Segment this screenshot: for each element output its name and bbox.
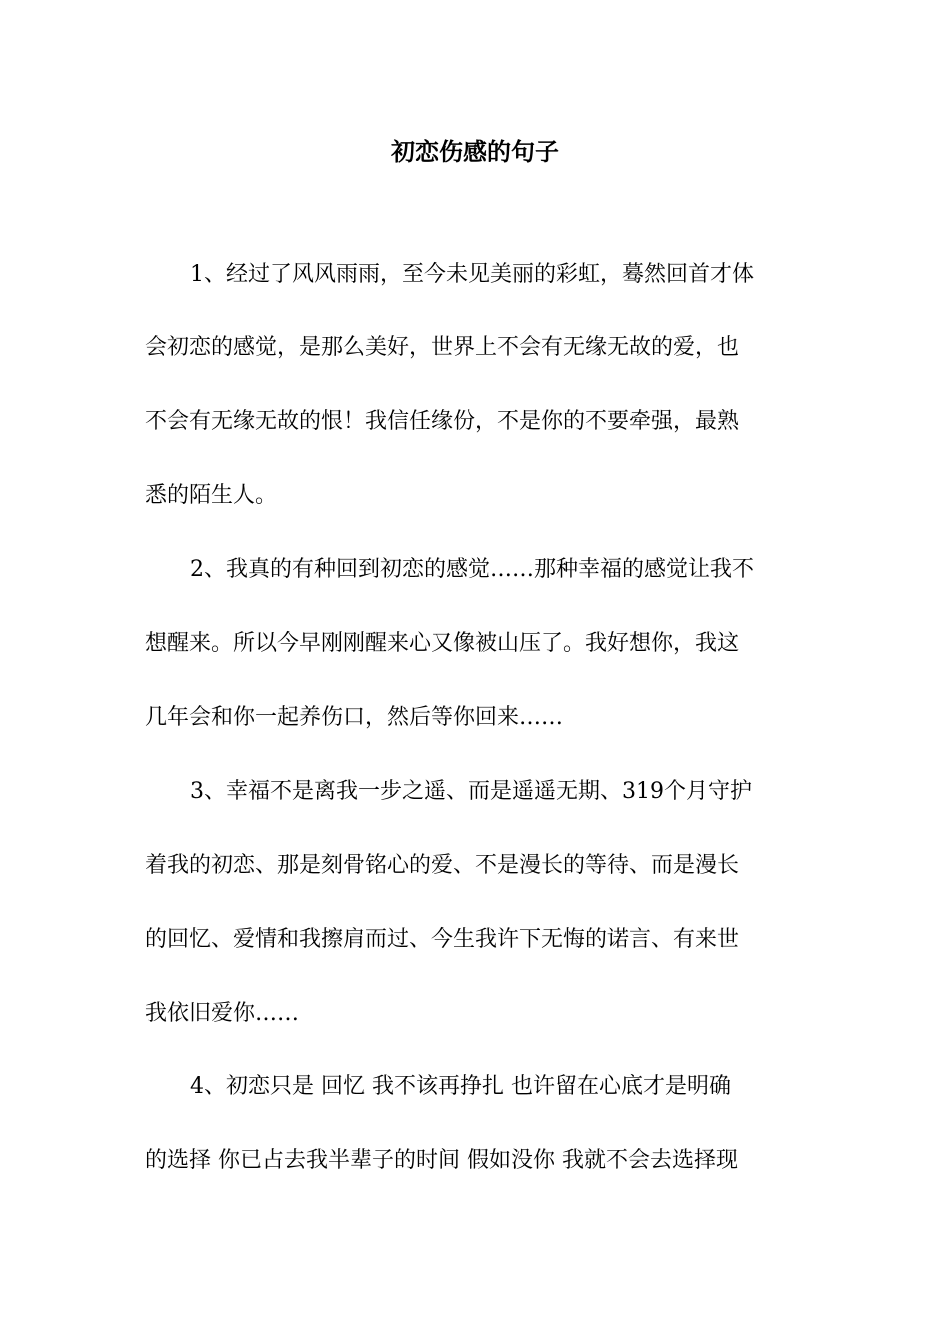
paragraph-2-line-1: 2、我真的有种回到初恋的感觉……那种幸福的感觉让我不 (190, 557, 754, 582)
paragraph-3-line-3: 的回忆、爱情和我擦肩而过、今生我许下无悔的诺言、有来世 (145, 927, 740, 952)
paragraph-1-line-4: 悉的陌生人。 (145, 483, 278, 508)
paragraph-3-line-2: 着我的初恋、那是刻骨铭心的爱、不是漫长的等待、而是漫长 (145, 853, 740, 878)
paragraph-1-line-1: 1、经过了风风雨雨，至今未见美丽的彩虹，蓦然回首才体 (190, 262, 754, 287)
document-title: 初恋伤感的句子 (391, 137, 559, 166)
paragraph-4-line-1: 4、初恋只是 回忆 我不该再挣扎 也许留在心底才是明确 (190, 1074, 731, 1099)
paragraph-1-line-3: 不会有无缘无故的恨！我信任缘份，不是你的不要牵强，最熟 (145, 409, 740, 434)
paragraph-2-line-2: 想醒来。所以今早刚刚醒来心又像被山压了。我好想你，我这 (145, 631, 740, 656)
paragraph-1-line-2: 会初恋的感觉，是那么美好，世界上不会有无缘无故的爱，也 (145, 335, 740, 360)
paragraph-3-line-1: 3、幸福不是离我一步之遥、而是遥遥无期、319个月守护 (190, 779, 752, 804)
paragraph-3-line-4: 我依旧爱你…… (145, 1001, 300, 1026)
paragraph-4-line-2: 的选择 你已占去我半辈子的时间 假如没你 我就不会去选择现 (145, 1148, 738, 1173)
paragraph-2-line-3: 几年会和你一起养伤口，然后等你回来…… (145, 705, 564, 730)
